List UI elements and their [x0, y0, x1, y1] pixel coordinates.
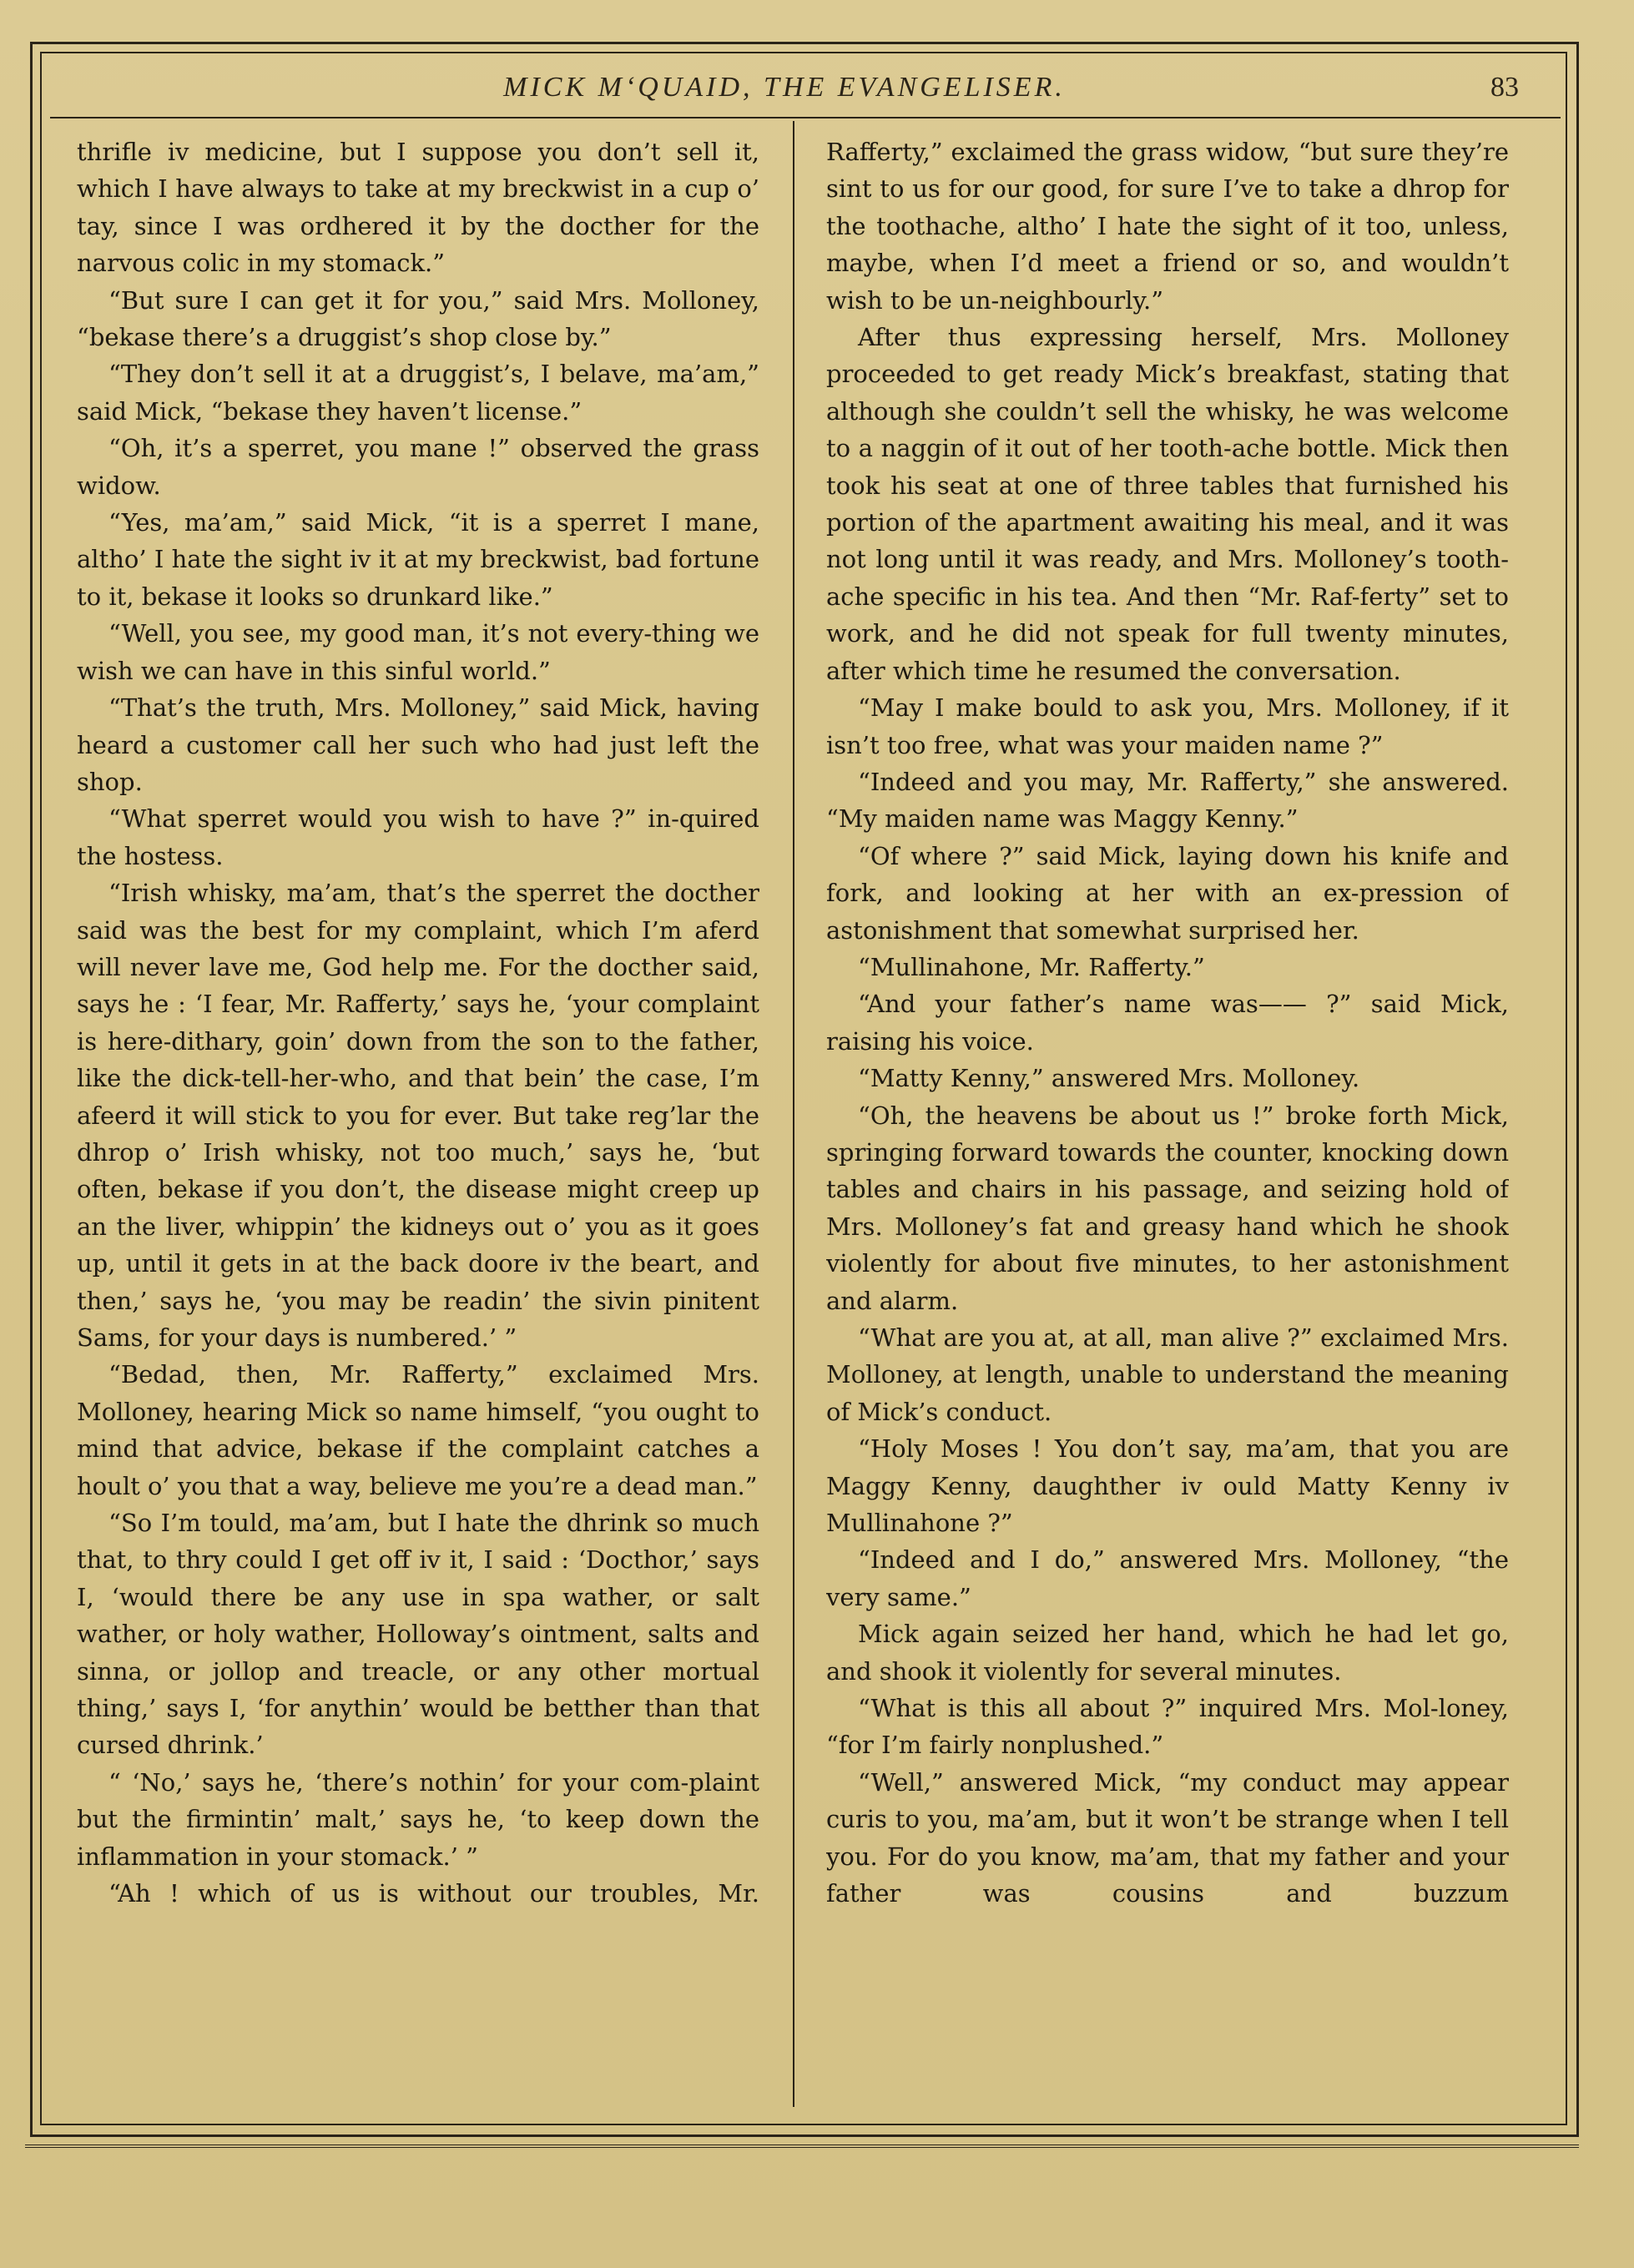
paragraph: “What is this all about ?” inquired Mrs. Mol-loney, “for I’m fairly nonplushed.” — [826, 1694, 1509, 1760]
paragraph: “So I’m tould, ma’am, but I hate the dhrink so much that, to thry could I get off iv it, I said : ‘Docthor,’ says I, ‘would there be any use in spa wather, or salt wather, or holy wather, Holloway’s ointment, salts and sinna, or jollop and treacle, or any other mortual thing,’ says I, ‘for anythin’ would be betther than that cursed dhrink.’ — [77, 1509, 759, 1760]
paragraph: “Holy Moses ! You don’t say, ma’am, that you are Maggy Kenny, daughther iv ould Matty Kenny iv Mullinahone ?” — [826, 1434, 1509, 1538]
column-divider — [793, 121, 794, 2107]
running-title: MICK M‘QUAID, THE EVANGELISER. — [503, 72, 1066, 103]
page-number: 83 — [1490, 72, 1519, 103]
paragraph: Mick again seized her hand, which he had let go, and shook it violently for several minutes. — [826, 1620, 1509, 1686]
paragraph: “Ah ! which of us is without our troubles, Mr. — [108, 1879, 759, 1908]
paragraph: Rafferty,” exclaimed the grass widow, “but sure they’re sint to us for our good, for sure I’ve to take a dhrop for the toothache, altho’ I hate the sight of it too, unless, maybe, when I’d meet a friend or so, and wouldn’t wish to be un-neighbourly.” — [826, 138, 1509, 315]
paragraph: “Well,” answered Mick, “my conduct may appear curis to you, ma’am, but it won’t be strange when I tell you. For do you know, ma’am, that my father and your father was cousins and buzzum — [826, 1767, 1509, 1908]
paragraph: “Bedad, then, Mr. Rafferty,” exclaimed Mrs. Molloney, hearing Mick so name himself, “you ought to mind that advice, bekase if the complaint catches a hoult o’ you that a way, believe me you’re a dead man.” — [77, 1360, 759, 1500]
paragraph: “ ‘No,’ says he, ‘there’s nothin’ for your com-plaint but the firmintin’ malt,’ says he, ‘to keep down the inflammation in your stomack.’ ” — [77, 1767, 759, 1871]
paragraph: “What sperret would you wish to have ?” in-quired the hostess. — [77, 804, 759, 870]
paragraph: “Indeed and I do,” answered Mrs. Molloney, “the very same.” — [826, 1545, 1509, 1611]
paragraph: “Mullinahone, Mr. Rafferty.” — [858, 952, 1205, 981]
paragraph: “They don’t sell it at a druggist’s, I belave, ma’am,” said Mick, “bekase they haven’t license.” — [77, 360, 759, 426]
running-header — [50, 65, 1519, 113]
paragraph: “Yes, ma’am,” said Mick, “it is a sperret I mane, altho’ I hate the sight iv it at my breckwist, bad fortune to it, bekase it looks so drunkard like.” — [77, 508, 759, 611]
paragraph: “Oh, it’s a sperret, you mane !” observed the grass widow. — [77, 434, 759, 500]
bottom-rule — [25, 2145, 1579, 2148]
right-column — [826, 134, 1509, 2111]
header-rule — [50, 117, 1561, 118]
paragraph: “Of where ?” said Mick, laying down his knife and fork, and looking at her with an ex-pression of astonishment that somewhat surprised her. — [826, 841, 1509, 945]
paragraph: “Irish whisky, ma’am, that’s the sperret the docther said was the best for my complaint, which I’m aferd will never lave me, God help me. For the docther said, says he : ‘I fear, Mr. Rafferty,’ says he, ‘your complaint is here-dithary, goin’ down from the son to the father, like the dick-tell-her-who, and that bein’ the case, I’m afeerd it will stick to you for ever. But take reg’lar the dhrop o’ Irish whisky, not too much,’ says he, ‘but often, bekase if you don’t, the disease might creep up an the liver, whippin’ the kidneys out o’ you as it goes up, until it gets in at the back doore iv the beart, and then,’ says he, ‘you may be readin’ the sivin pinitent Sams, for your days is numbered.’ ” — [77, 879, 759, 1352]
paragraph: “Oh, the heavens be about us !” broke forth Mick, springing forward towards the counter, knocking down tables and chairs in his passage, and seizing hold of Mrs. Molloney’s fat and greasy hand which he shook violently for about five minutes, to her astonishment and alarm. — [826, 1101, 1509, 1315]
paragraph: “Matty Kenny,” answered Mrs. Molloney. — [858, 1064, 1360, 1093]
paragraph: “That’s the truth, Mrs. Molloney,” said Mick, having heard a customer call her such who had just left the shop. — [77, 693, 759, 796]
paragraph: After thus expressing herself, Mrs. Molloney proceeded to get ready Mick’s breakfast, stating that although she couldn’t sell the whisky, he was welcome to a naggin of it out of her tooth-ache bottle. Mick then took his seat at one of three tables that furnished his portion of the apartment awaiting his meal, and it was not long until it was ready, and Mrs. Molloney’s tooth-ache specific in his tea. And then “Mr. Raf-ferty” set to work, and he did not speak for full twenty minutes, after which time he resumed the conversation. — [826, 323, 1509, 685]
paragraph: “What are you at, at all, man alive ?” exclaimed Mrs. Molloney, at length, unable to understand the meaning of Mick’s conduct. — [826, 1323, 1509, 1426]
paragraph: “May I make bould to ask you, Mrs. Molloney, if it isn’t too free, what was your maiden name ?” — [826, 693, 1509, 759]
paragraph: “Indeed and you may, Mr. Rafferty,” she answered. “My maiden name was Maggy Kenny.” — [826, 767, 1509, 834]
left-column — [77, 134, 759, 2111]
paragraph: “But sure I can get it for you,” said Mrs. Molloney, “bekase there’s a druggist’s shop close by.” — [77, 285, 759, 352]
paragraph: “Well, you see, my good man, it’s not every-thing we wish we can have in this sinful world.” — [77, 619, 759, 685]
paragraph: thrifle iv medicine, but I suppose you don’t sell it, which I have always to take at my breckwist in a cup o’ tay, since I was ordhered it by the docther for the narvous colic in my stomack.” — [77, 138, 759, 278]
paragraph: “And your father’s name was—— ?” said Mick, raising his voice. — [826, 990, 1509, 1056]
